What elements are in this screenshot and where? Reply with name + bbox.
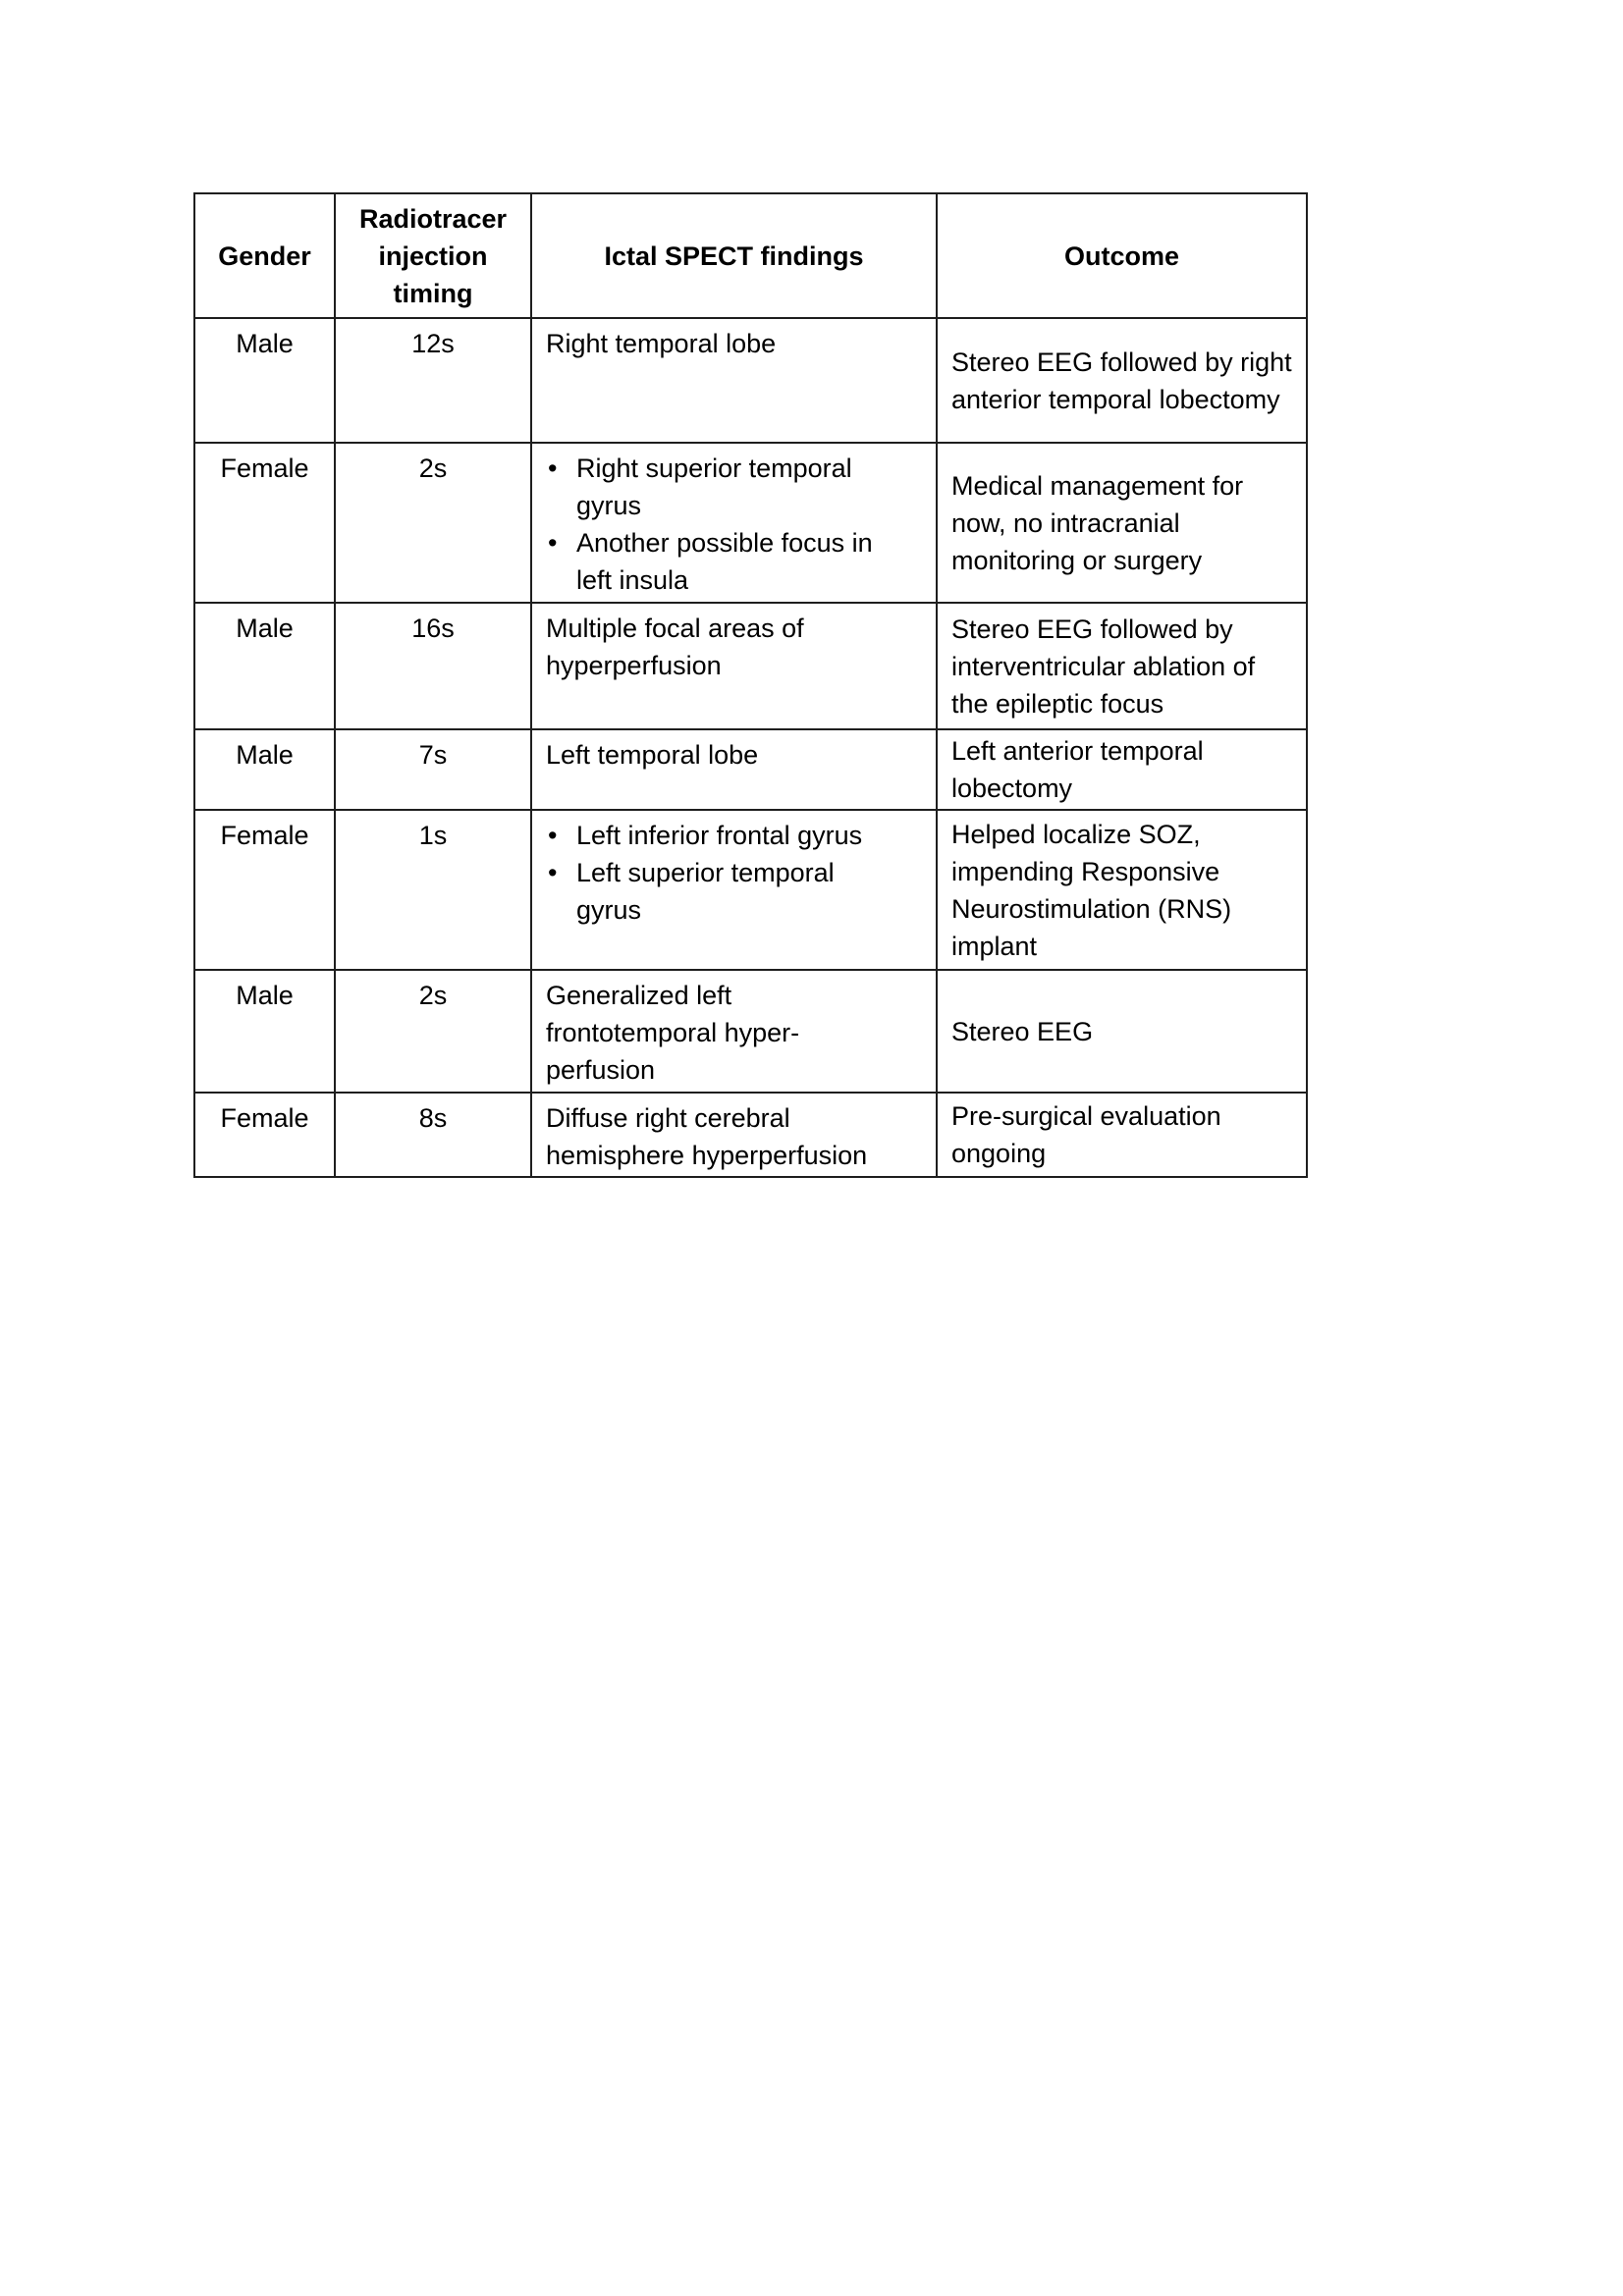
timing-cell: 12s: [335, 318, 531, 443]
column-header-radiotracer-timing: Radiotracer injection timing: [335, 193, 531, 318]
findings-bullet-item: • Left inferior frontal gyrus: [546, 817, 896, 854]
table-row: [194, 1093, 1307, 1177]
gender-cell: Male: [194, 729, 335, 810]
timing-cell: 8s: [335, 1093, 531, 1177]
table-row: [194, 443, 1307, 603]
table-container: [193, 192, 1308, 1178]
findings-bullet-item: • Left superior temporal gyrus: [546, 854, 896, 929]
findings-cell: Diffuse right cerebral hemisphere hyperperfusion: [531, 1093, 937, 1177]
column-header-ictal-spect-findings: Ictal SPECT findings: [531, 193, 937, 318]
table-row: [194, 603, 1307, 729]
table-row: [194, 970, 1307, 1093]
bullet-list: [546, 450, 896, 599]
gender-cell: Female: [194, 443, 335, 603]
column-header-outcome: Outcome: [937, 193, 1307, 318]
outcome-cell: Stereo EEG followed by interventricular ablation of the epileptic focus: [937, 603, 1307, 729]
table-row: [194, 810, 1307, 970]
outcome-cell: Stereo EEG followed by right anterior temporal lobectomy: [937, 318, 1307, 443]
findings-cell: Left temporal lobe: [531, 729, 937, 810]
findings-cell: Multiple focal areas of hyperperfusion: [531, 603, 937, 729]
timing-cell: 2s: [335, 970, 531, 1093]
findings-cell: [531, 443, 937, 603]
findings-bullet-item: • Another possible focus in left insula: [546, 524, 896, 599]
outcome-cell: Stereo EEG: [937, 970, 1307, 1093]
findings-cell: Right temporal lobe: [531, 318, 937, 443]
gender-cell: Male: [194, 970, 335, 1093]
outcome-cell: Left anterior temporal lobectomy: [937, 729, 1307, 810]
gender-cell: Male: [194, 603, 335, 729]
outcome-cell: Helped localize SOZ, impending Responsive Neurostimulation (RNS) implant: [937, 810, 1307, 970]
table-row: [194, 729, 1307, 810]
gender-cell: Female: [194, 1093, 335, 1177]
outcome-cell: Medical management for now, no intracranial monitoring or surgery: [937, 443, 1307, 603]
timing-cell: 16s: [335, 603, 531, 729]
findings-bullet-item: • Right superior temporal gyrus: [546, 450, 896, 524]
gender-cell: Male: [194, 318, 335, 443]
findings-cell: [531, 810, 937, 970]
outcome-cell: Pre-surgical evaluation ongoing: [937, 1093, 1307, 1177]
timing-cell: 7s: [335, 729, 531, 810]
timing-cell: 2s: [335, 443, 531, 603]
gender-cell: Female: [194, 810, 335, 970]
findings-cell: Generalized left frontotemporal hyper-perfusion: [531, 970, 937, 1093]
timing-cell: 1s: [335, 810, 531, 970]
patient-spect-table: [193, 192, 1308, 1178]
table-row: [194, 318, 1307, 443]
column-header-gender: Gender: [194, 193, 335, 318]
bullet-list: [546, 817, 896, 929]
header-row: [194, 193, 1307, 318]
